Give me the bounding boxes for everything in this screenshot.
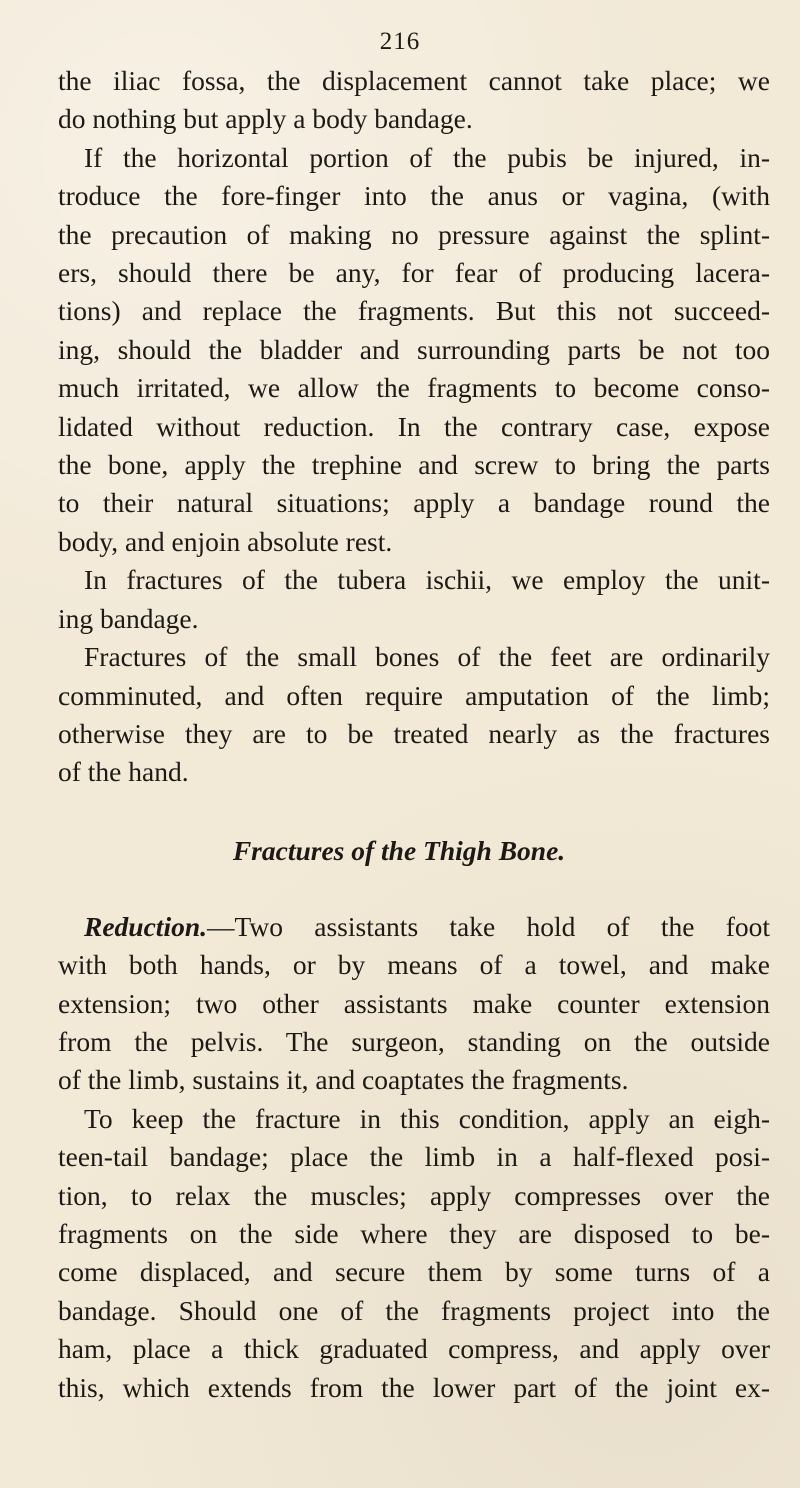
- text-line: If the horizontal portion of the pubis be injured, in-: [84, 141, 770, 173]
- text-line: much irritated, we allow the fragments to become conso-: [58, 372, 770, 404]
- text-line: the precaution of making no pressure against the splint-: [58, 218, 770, 250]
- text-line: otherwise they are to be treated nearly as the fractures: [58, 717, 770, 749]
- text-line: of the hand.: [58, 756, 189, 788]
- reduction-lead: Reduction.: [84, 910, 207, 942]
- text-line: do nothing but apply a body bandage.: [58, 103, 473, 135]
- text-line: the bone, apply the trephine and screw to bring the parts: [58, 449, 770, 481]
- text-line: of the limb, sustains it, and coaptates the fragments.: [58, 1064, 629, 1096]
- paragraph-4: [58, 638, 770, 792]
- text-line: lidated without reduction. In the contrary case, expose: [58, 410, 770, 442]
- text-line: come displaced, and secure them by some turns of a: [58, 1256, 770, 1288]
- text-line: [58, 908, 770, 946]
- text-line: comminuted, and often require amputation of the limb;: [58, 679, 770, 711]
- page-number: 216: [379, 28, 421, 55]
- paragraph-2: [58, 139, 770, 561]
- text-line: In fractures of the tubera ischii, we employ the unit-: [84, 564, 770, 596]
- paragraph-3: [58, 561, 770, 638]
- text-line: tion, to relax the muscles; apply compresses over the: [58, 1179, 770, 1211]
- text-line: teen-tail bandage; place the limb in a half-flexed posi-: [58, 1141, 770, 1173]
- text-line: Fractures of the small bones of the feet are ordinarily: [84, 641, 770, 673]
- text-line: ing bandage.: [58, 602, 199, 634]
- text-line: tions) and replace the fragments. But this not succeed-: [58, 295, 770, 327]
- text-line: To keep the fracture in this condition, apply an eigh-: [84, 1102, 770, 1134]
- text-line: ing, should the bladder and surrounding parts be not too: [58, 333, 770, 365]
- section-heading: Fractures of the Thigh Bone.: [232, 834, 566, 866]
- text-line: the iliac fossa, the displacement cannot take place; we: [58, 65, 770, 96]
- text-line: fragments on the side where they are disposed to be-: [58, 1217, 770, 1249]
- text-line: with both hands, or by means of a towel, and make: [58, 949, 770, 981]
- paragraph-1: [58, 62, 770, 139]
- text-line: to their natural situations; apply a bandage round the: [58, 487, 770, 519]
- text-line: extension; two other assistants make counter extension: [58, 987, 770, 1019]
- paragraph-5: [58, 908, 770, 1100]
- paragraph-6: [58, 1100, 770, 1407]
- text-line: ers, should there be any, for fear of producing lacera-: [58, 257, 770, 289]
- text-line: from the pelvis. The surgeon, standing on the outside: [58, 1025, 770, 1057]
- text-line: body, and enjoin absolute rest.: [58, 525, 393, 557]
- text-line: this, which extends from the lower part of the joint ex-: [58, 1371, 770, 1403]
- lead-line-text: —Two assistants take hold of the foot: [207, 910, 770, 942]
- text-line: ham, place a thick graduated compress, and apply over: [58, 1333, 770, 1365]
- text-line: bandage. Should one of the fragments project into the: [58, 1294, 770, 1326]
- page-text: [58, 62, 770, 1407]
- text-line: troduce the fore-finger into the anus or vagina, (with: [58, 180, 770, 212]
